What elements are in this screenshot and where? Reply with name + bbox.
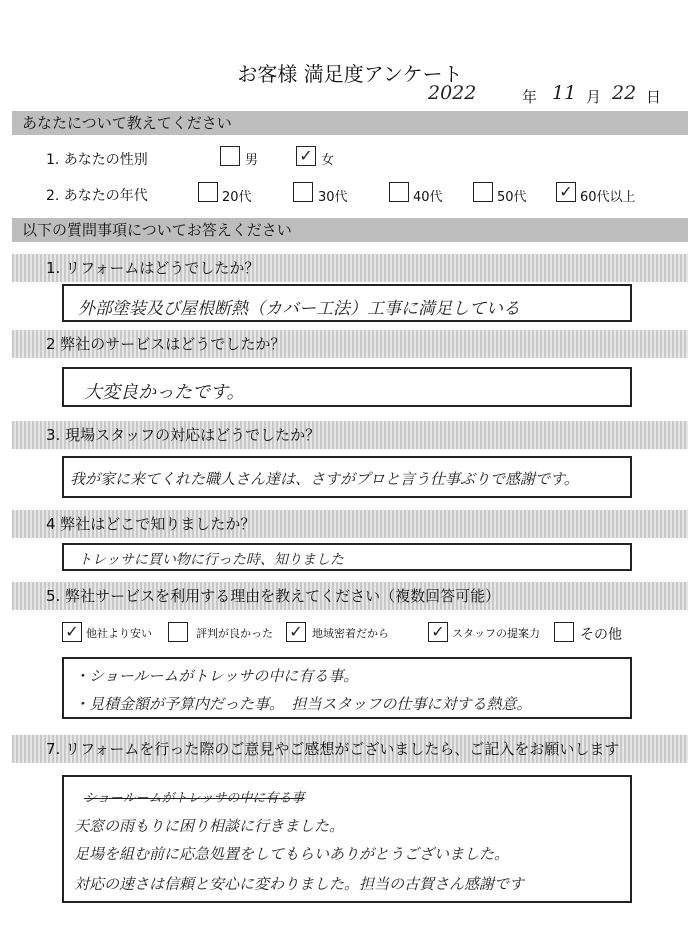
q3-answer: 我が家に来てくれた職人さん達は、さすがプロと言う仕事ぶりで感謝です。 bbox=[70, 470, 579, 488]
q7-answer-box[interactable] bbox=[62, 775, 632, 903]
q4-label: 4 弊社はどこで知りましたか？ bbox=[46, 515, 256, 533]
reason-cheaper-label: 他社より安い bbox=[86, 627, 152, 640]
section2-header: 以下の質問事項についてお答えください bbox=[12, 218, 688, 242]
q2-label: 2 弊社のサービスはどうでしたか？ bbox=[46, 335, 286, 353]
reason-cheaper-checkbox[interactable]: ✓ bbox=[62, 622, 82, 642]
q5-bar bbox=[12, 582, 688, 610]
reason-reputation-checkbox[interactable] bbox=[168, 622, 188, 642]
q7-struck-line: ショールームがトレッサの中に有る事 bbox=[84, 791, 305, 806]
q4-answer-box[interactable] bbox=[62, 543, 632, 571]
q-gender-label: 1. あなたの性別 bbox=[46, 152, 148, 168]
q1-bar bbox=[12, 254, 688, 282]
date-month: 11 bbox=[552, 82, 577, 104]
gender-male-label: 男 bbox=[245, 153, 259, 168]
age-20-checkbox[interactable] bbox=[198, 182, 218, 202]
gender-male-checkbox[interactable] bbox=[220, 146, 240, 166]
q7-answer-line-2: 足場を組む前に応急処置をしてもらいありがとうございました。 bbox=[74, 845, 510, 863]
age-50-label: 50代 bbox=[497, 190, 527, 205]
q2-bar bbox=[12, 330, 688, 358]
reason-local-checkbox[interactable]: ✓ bbox=[286, 622, 306, 642]
q3-label: 3. 現場スタッフの対応はどうでしたか？ bbox=[46, 426, 321, 444]
q1-label: 1. リフォームはどうでしたか？ bbox=[46, 259, 260, 277]
date-day-unit: 日 bbox=[646, 88, 662, 106]
q5-answer-box[interactable] bbox=[62, 657, 632, 719]
q2-answer: 大変良かったです。 bbox=[84, 382, 245, 403]
age-50-checkbox[interactable] bbox=[473, 182, 493, 202]
date-month-unit: 月 bbox=[586, 88, 602, 106]
reason-local-label: 地域密着だから bbox=[312, 627, 389, 640]
age-30-checkbox[interactable] bbox=[293, 182, 313, 202]
q7-label: 7. リフォームを行った際のご意見やご感想がございましたら、ご記入をお願いします bbox=[46, 740, 620, 758]
q4-answer: トレッサに買い物に行った時、知りました bbox=[78, 552, 344, 568]
gender-female-label: 女 bbox=[321, 153, 335, 168]
reason-other-checkbox[interactable] bbox=[554, 622, 574, 642]
q1-answer: 外部塗装及び屋根断熱（カバー工法）工事に満足している bbox=[78, 299, 520, 319]
reason-staff-label: スタッフの提案力 bbox=[452, 627, 540, 640]
q3-bar bbox=[12, 421, 688, 449]
section1-header: あなたについて教えてください bbox=[12, 111, 688, 135]
reason-other-label: その他 bbox=[580, 627, 622, 643]
q5-label: 5. 弊社サービスを利用する理由を教えてください（複数回答可能） bbox=[46, 587, 501, 605]
q7-answer-line-1: 天窓の雨もりに困り相談に行きました。 bbox=[74, 817, 345, 835]
q5-answer-line-2: ・見積金額が予算内だった事。 担当スタッフの仕事に対する熱意。 bbox=[74, 695, 532, 713]
reason-staff-checkbox[interactable]: ✓ bbox=[428, 622, 448, 642]
q1-answer-box[interactable] bbox=[62, 284, 632, 322]
page-title: お客様 満足度アンケート bbox=[237, 62, 463, 86]
q5-answer-line-1: ・ショールームがトレッサの中に有る事。 bbox=[74, 667, 359, 685]
age-60plus-label: 60代以上 bbox=[580, 190, 636, 205]
q7-answer-line-3: 対応の速さは信頼と安心に変わりました。担当の古賀さん感謝です bbox=[74, 875, 525, 893]
q2-answer-box[interactable] bbox=[62, 367, 632, 407]
date-year: 2022 bbox=[428, 82, 477, 104]
age-30-label: 30代 bbox=[318, 190, 348, 205]
age-60plus-checkbox[interactable]: ✓ bbox=[556, 182, 576, 202]
age-40-checkbox[interactable] bbox=[389, 182, 409, 202]
q7-bar bbox=[12, 735, 688, 763]
q3-answer-box[interactable] bbox=[62, 456, 632, 498]
gender-female-checkbox[interactable]: ✓ bbox=[296, 146, 316, 166]
age-20-label: 20代 bbox=[222, 190, 252, 205]
reason-reputation-label: 評判が良かった bbox=[196, 627, 273, 640]
age-40-label: 40代 bbox=[413, 190, 443, 205]
q-age-label: 2. あなたの年代 bbox=[46, 188, 148, 204]
date-day: 22 bbox=[612, 82, 637, 104]
date-year-unit: 年 bbox=[522, 88, 538, 106]
q4-bar bbox=[12, 510, 688, 538]
